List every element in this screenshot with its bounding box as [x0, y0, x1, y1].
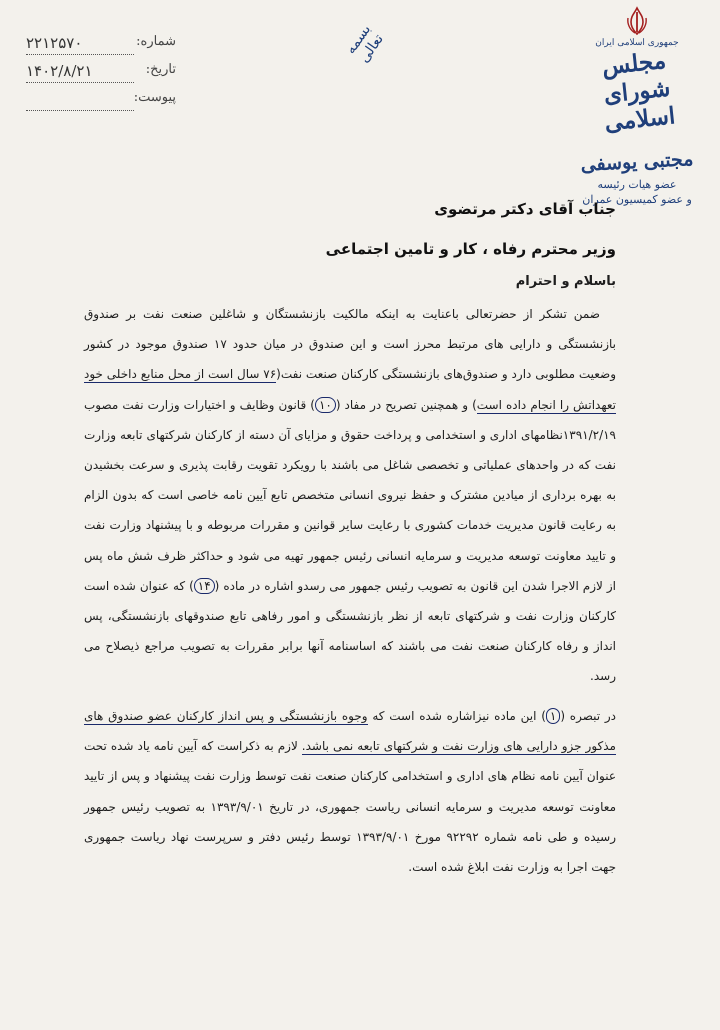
date-value: ۱۴۰۲/۸/۲۱ [26, 62, 93, 80]
p2-text-3: لازم به ذکراست که آیین نامه یاد شده تحت عنوان آیین نامه نظام های اداری و استخدامی کارکنان صنعت نفت توسط وزارت نفت پیشنهاد و پس از تایید معاونت توسعه مدیریت و سرمایه انسانی ریاست جمهوری، در تاریخ ۱۳۹۳/۹/۰۱ به تصویب رئیس جمهور رسیده و طی نامه شماره ۹۲۲۹۲ مورخ ۱۳۹۳/۹/۰۱ توسط رئیس دفتر و سرپرست نهاد ریاست جمهوری جهت اجرا به وزارت نفت ابلاغ شده است. [84, 739, 617, 875]
attachment-dotted-line [26, 110, 134, 111]
p1-circled-article-14: ۱۴ [194, 578, 215, 594]
date-label: تاریخ: [145, 62, 176, 77]
addressee-title: وزیر محترم رفاه ، کار و تامین اجتماعی [325, 240, 616, 258]
letter-meta [26, 34, 176, 118]
number-value: ۲۲۱۲۵۷۰ [26, 34, 83, 52]
iran-emblem-icon [624, 6, 650, 36]
number-dotted-line [26, 54, 134, 55]
letterhead-republic: جمهوری اسلامی ایران [595, 38, 679, 48]
letterhead-parliament: مجلس شورای اسلامی [600, 46, 677, 137]
p1-underlined: ۷۶ سال است از محل منابع داخلی خود تعهداتش را انجام داده است [84, 367, 616, 412]
p1-text-2: ) و همچنین تصریح در مفاد ( [335, 397, 477, 412]
p2-circled-note-1: ۱ [546, 708, 560, 724]
header-invocation: بسمه تعالی [342, 21, 387, 66]
meta-attachment-row [26, 90, 176, 118]
p2-text-2: ) این ماده نیزاشاره شده است که [367, 709, 546, 723]
letterhead-name: مجتبی یوسفی [580, 148, 694, 176]
number-label: شماره: [136, 34, 176, 49]
attachment-label: پیوست: [133, 90, 176, 105]
p1-circled-article-10: ۱۰ [315, 397, 336, 413]
date-dotted-line [26, 82, 134, 83]
p2-underlined: وجوه بازنشستگی و پس انداز کارکنان عضو صندوق های مذکور جزو دارایی های وزارت نفت و شرکتهای تابعه نمی باشد. [84, 709, 616, 754]
paragraph-1 [84, 299, 616, 692]
p2-text-1: در تبصره ( [560, 709, 616, 723]
letterhead-committee: و عضو کمیسیون عمران [582, 193, 692, 206]
letterhead [572, 6, 702, 206]
meta-date-row [26, 62, 176, 90]
p1-text-4: ) که عنوان شده است کارکنان وزارت نفت و شرکتهای تابعه از نظر بازنشستگی و امور رفاهی تابع صندوقهای بازنشستگی، پس انداز و رفاه کارکنان صنعت نفت می باشند که اساسنامه آنها برابر مقررات به تصویب مراجع ذیصلاح می رسد. [84, 578, 616, 684]
letterhead-deputy: عضو هیات رئیسه [597, 178, 677, 191]
addressee-name: جناب آقای دکتر مرتضوی [434, 200, 616, 218]
greeting: باسلام و احترام [515, 274, 616, 289]
p1-text-1: ضمن تشکر از حضرتعالی باعنایت به اینکه مالکیت بازنشستگان و شاغلین صنعت نفت بر صندوق بازنشستگی و دارایی های مرتبط محرز است و این صندوق در میان حدود ۱۷ صندوق موجود در کشور وضعیت مطلوبی دارد و صندوق‌های بازنشستگی کارکنان صنعت نفت( [84, 307, 617, 382]
paragraph-2 [84, 701, 616, 882]
p1-text-3: ) قانون وظایف و اختیارات وزارت نفت مصوب ۱۳۹۱/۲/۱۹نظامهای اداری و استخدامی و پرداخت حقوق و مزایای آن دسته از کارکنان شرکتهای تابعه وزارت نفت که در واحدهای عملیاتی و تخصصی شاغل می باشند با رویکرد تقویت رقابت پذیری و سرعت بخشیدن به بهره برداری از میادین مشترک و حفظ نیروی انسانی متخصص تابع آیین نامه خاصی است که بدون الزام به رعایت قانون مدیریت خدمات کشوری با رعایت سایر قوانین و مقررات مربوطه و با پیشنهاد وزارت نفت و تایید معاونت توسعه مدیریت و سرمایه انسانی رئیس جمهور تهیه می شود و حداکثر ظرف شش ماه پس از لازم الاجرا شدن این قانون به تصویب رئیس جمهور می رسدو اشاره در ماده ( [84, 397, 616, 593]
meta-number-row [26, 34, 176, 62]
